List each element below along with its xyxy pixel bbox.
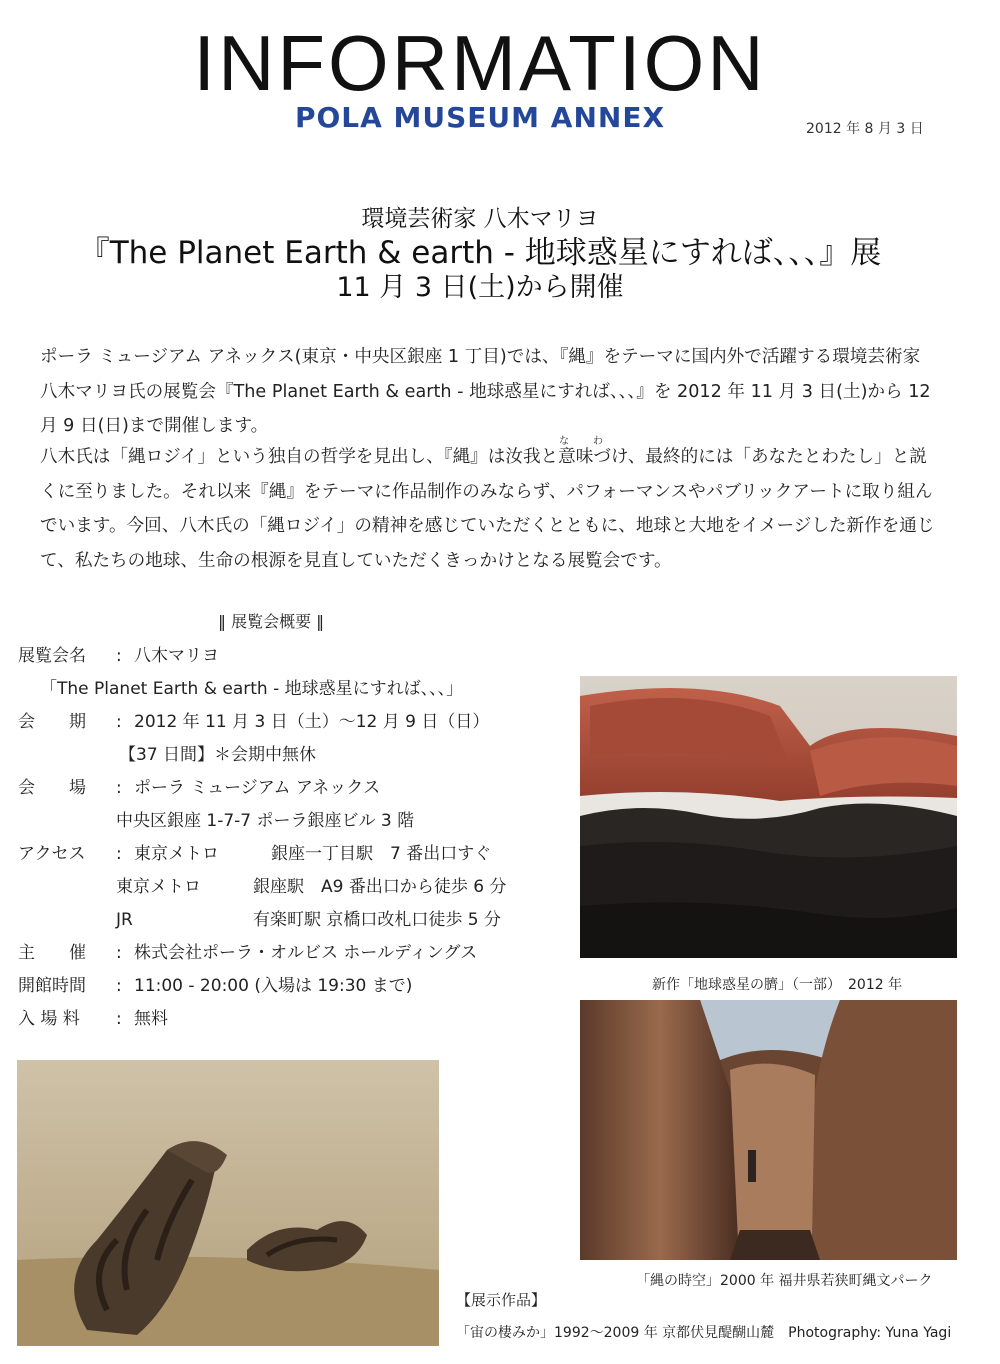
overview-heading: ‖ 展覧会概要 ‖ <box>218 612 325 631</box>
exhibited-works-label: 【展示作品】 <box>456 1291 547 1309</box>
overview-row-name-cont <box>40 673 463 706</box>
ruby-annotation: わ <box>593 436 603 447</box>
access-detail: 銀座駅 A9 番出口から徒歩 6 分 <box>253 877 507 897</box>
overview-row-period <box>18 706 489 739</box>
overview-row-hours <box>18 970 412 1003</box>
row-label: 会 場 <box>18 778 86 798</box>
headline-exhibition: 『The Planet Earth & earth - 地球惑星にすれば、、、』展 <box>78 235 882 271</box>
row-colon: : <box>116 844 122 864</box>
intro-paragraph: ポーラ ミュージアム アネックス(東京・中央区銀座 1 丁目)では、『縄』をテーマに国内外で活躍する環境芸術家 八木マリヨ氏の展覧会『The Planet Earth & earth - 地球惑星にすれば、、、』を 2012 年 11 月 3 日(土)から 12 月 9 日(日)まで開催します。 <box>40 347 931 436</box>
overview-row-access-3 <box>116 904 501 937</box>
photo-caption-rope-space: 「縄の時空」2000 年 福井県若狭町縄文パーク <box>636 1273 933 1289</box>
row-value: 八木マリヨ <box>134 646 219 666</box>
overview-row-access-1 <box>18 838 491 871</box>
ruby-annotation: な <box>559 436 569 447</box>
row-colon: : <box>116 712 122 732</box>
overview-row-fee <box>18 1003 168 1036</box>
row-label: 開館時間 <box>18 976 86 996</box>
row-colon: : <box>116 778 122 798</box>
row-label: 会 期 <box>18 712 86 732</box>
row-colon: : <box>116 646 122 666</box>
row-value: ポーラ ミュージアム アネックス <box>134 778 381 798</box>
row-value: 中央区銀座 1-7-7 ポーラ銀座ビル 3 階 <box>116 811 415 831</box>
row-colon: : <box>116 976 122 996</box>
artwork-photo-navel-image <box>580 676 957 958</box>
row-label: 主 催 <box>18 943 86 963</box>
row-value: 【37 日間】＊会期中無休 <box>119 745 317 765</box>
museum-logo-text: POLA MUSEUM ANNEX <box>294 101 666 134</box>
access-detail: 有楽町駅 京橋口改札口徒歩 5 分 <box>253 910 502 930</box>
artwork-photo-navel <box>580 676 957 958</box>
row-label: アクセス <box>18 844 86 864</box>
access-line: 東京メトロ <box>134 844 219 864</box>
row-value: 11:00 - 20:00 (入場は 19:30 まで) <box>134 976 413 996</box>
row-label: 入 場 料 <box>18 1009 80 1029</box>
row-colon: : <box>116 1009 122 1029</box>
concept-paragraph: 八木氏は「縄ロジイ」という独自の哲学を見出し、『縄』は汝我と意味づけ、最終的には「あなたとわたし」と説くに至りました。それ以来『縄』をテーマに作品制作のみならず、パフォーマンスやパブリックアートに取り組んでいます。今回、八木氏の「縄ロジイ」の精神を感じていただくとともに、地球と大地をイメージした新作を通じて、私たちの地球、生命の根源を見直していただくきっかけとなる展覧会です。 <box>40 447 935 571</box>
row-value: 2012 年 11 月 3 日（土）～12 月 9 日（日） <box>134 712 490 732</box>
row-value: 株式会社ポーラ・オルビス ホールディングス <box>134 943 478 963</box>
overview-row-organizer <box>18 937 477 970</box>
photo-caption-navel: 新作「地球惑星の臍」（一部） 2012 年 <box>652 977 903 993</box>
release-date: 2012 年 8 月 3 日 <box>806 121 924 137</box>
overview-row-venue-address <box>116 805 414 838</box>
overview-row-period-note <box>119 739 316 772</box>
artwork-photo-cosmos-dwelling <box>17 1060 439 1346</box>
access-detail: 銀座一丁目駅 7 番出口すぐ <box>271 844 492 864</box>
overview-row-venue <box>18 772 380 805</box>
row-value: 「The Planet Earth & earth - 地球惑星にすれば、、、」 <box>40 679 464 699</box>
page-title: INFORMATION <box>193 19 767 107</box>
artwork-photo-rope-space-image <box>580 1000 957 1260</box>
row-label: 展覧会名 <box>18 646 86 666</box>
headline-artist: 環境芸術家 八木マリヨ <box>361 206 599 232</box>
row-colon: : <box>116 943 122 963</box>
overview-row-access-2 <box>116 871 506 904</box>
access-line: 東京メトロ <box>116 877 201 897</box>
artwork-photo-cosmos-dwelling-image <box>17 1060 439 1346</box>
artwork-photo-rope-space <box>580 1000 957 1260</box>
headline-opening-date: 11 月 3 日(土)から開催 <box>336 272 624 303</box>
overview-row-name <box>18 640 219 673</box>
row-value: 無料 <box>134 1009 168 1029</box>
access-line: JR <box>116 910 133 930</box>
photo-caption-cosmos-dwelling: 「宙の棲みか」1992～2009 年 京都伏見醍醐山麓 Photography: Yuna Yagi <box>456 1325 952 1341</box>
